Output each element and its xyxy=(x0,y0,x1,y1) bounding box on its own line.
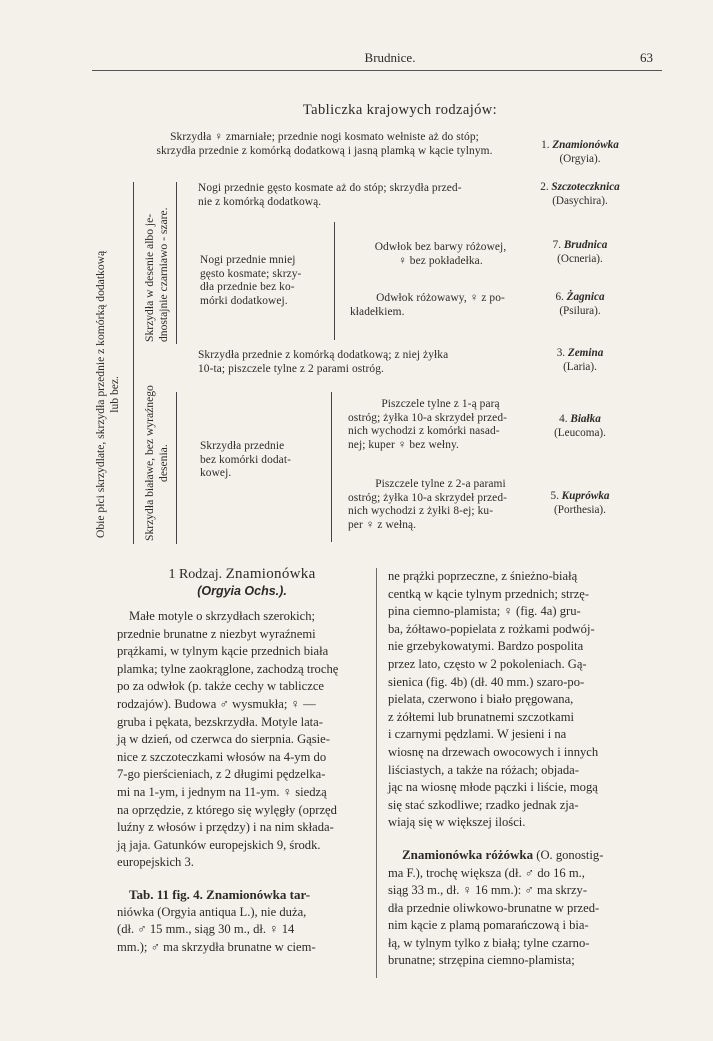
genus-7: 7. Brudnica (Ocneria). xyxy=(552,239,608,265)
key-row-4-text: Piszczele tylne z 1-ą parą ostróg; żyłka 10-a skrzydeł przed- nich wychodzi z komórki nasad- nej; kuper ♀ bez wełny. xyxy=(348,398,508,451)
mid-b-brace xyxy=(331,392,340,542)
genus-heading: 1 Rodzaj. Znamionówka xyxy=(168,566,316,582)
genus-heading-latin: (Orgyia Ochs.). xyxy=(197,584,287,598)
column-divider xyxy=(376,568,377,978)
key-mid-b: Skrzydła przednie bez komórki dodat- kowej. xyxy=(200,440,292,479)
species-antiqua: Tab. 11 fig. 4. Znamionówka tar- niówka (Orgyia antiqua L.), nie duża, (dł. ♂ 15 mm., siąg 30 m., dł. ♀ 14 mm.); ♂ ma skrzydła brunatne w ciem- xyxy=(117,886,316,954)
upper-vertical-label: Skrzydła w desenie albo je- dnostajnie czarniawo - szare. xyxy=(143,207,170,342)
genus-5: 5. Kuprówka (Porthesia). xyxy=(550,490,610,516)
genus-4: 4. Białka (Leucoma). xyxy=(554,413,606,439)
genus-3: 3. Zemina (Laria). xyxy=(556,347,604,373)
key-row-1-text: Skrzydła ♀ zmarniałe; przednie nogi kosmato wełniste aż do stóp; skrzydła przednie z komórką dodatkową i jasną plamką w kącie tylnym. xyxy=(156,131,493,157)
species-antiqua-continued: ne prążki poprzeczne, z śnieżno-białą centką w kącie tylnym przednich; strzę- pina ciemno-plamista; ♀ (fig. 4a) gru- ba, żółtawo-popielata z rożkami podwój- nie grzebykowatymi. Bardzo pospolita przez lato, często w 2 pokoleniach. Gą- sienica (fig. 4b) (dł. 40 mm.) szaro-po- pielata, czerwono i biało pręgowana, z żółtemi lub brunatnemi szczotkami i czarnymi pędzlami. W jesieni i na wiosnę na drzewach owocowych i innych liściastych, a także na różach; objada- jąc na wiosnę młode pączki i liście, mogą się stać szkodliwe; rzadko jednak zja- wiają się w większej ilości. xyxy=(388,569,599,830)
page-number: 63 xyxy=(640,50,653,65)
right-column xyxy=(388,568,642,970)
left-column xyxy=(117,566,367,956)
key-row-7-text: Odwłok bez barwy różowej, ♀ bez pokładełka. xyxy=(374,241,507,267)
upper-brace xyxy=(176,182,185,344)
lower-vertical-label: Skrzydła białawe, bez wyraźnego desenia. xyxy=(143,385,170,541)
genus-description: Małe motyle o skrzydłach szerokich; przednie brunatne z niezbyt wyraźnemi prążkami, w tylnym kącie przednich biała plamka; tylne zaokrąglone, zachodzą trochę po za odwłok (p. także cechy w tabliczce rodzajów). Budowa ♂ wysmukła; ♀ — gruba i pękata, bezskrzydła. Motyle lata- ją w dzień, od czerwca do sierpnia. Gąsie- nice z szczoteczkami włosów na 4-ym do 7-go pierścieniach, z 2 długimi pędzelka- mi na 1-ym, i jednym na 11-ym. ♀ siedzą na oprzędzie, z którego się wylęgły (oprzęd luźny z włosów i przędzy) i na nim składa- ją jaja. Gatunków europejskich 9, środk. europejskich 3. xyxy=(117,609,339,870)
genus-1: 1. Znamionówka (Orgyia). xyxy=(541,139,619,165)
outer-brace xyxy=(133,182,142,544)
genus-2: 2. Szczoteczknica (Dasychira). xyxy=(540,181,620,207)
key-row-3-text: Skrzydła przednie z komórką dodatkową; z niej żyłka 10-ta; piszczele tylne z 2 parami ostróg. xyxy=(198,349,449,375)
genus-6: 6. Żagnica (Psilura). xyxy=(555,291,605,317)
header-rule xyxy=(92,70,662,71)
outer-vertical-label: Obie płci skrzydlate, skrzydła przednie z komórką dodatkową lub bez. xyxy=(94,250,121,538)
table-title: Tabliczka krajowych rodzajów: xyxy=(302,102,498,118)
species-gonostigma: Znamionówka różówka (O. gonostig- ma F.), trochę większa (dł. ♂ do 16 m., siąg 33 m., dł. ♀ 16 mm.): ♂ ma skrzy- dła przednie oliwkowo-brunatne w przed- nim kącie z plamą pomarańczową i bia- łą, w tylnym tylko z białą; tylne czarno- brunatne; strzępina ciemno-plamista; xyxy=(388,846,604,968)
key-row-2-text: Nogi przednie gęsto kosmate aż do stóp; skrzydła przed- nie z komórką dodatkową. xyxy=(198,182,462,208)
mid-a-brace xyxy=(334,222,343,340)
running-title: Brudnice. xyxy=(364,50,416,65)
key-mid-a: Nogi przednie mniej gęsto kosmate; skrzy- dła przednie bez ko- mórki dodatkowej. xyxy=(200,254,302,307)
lower-brace xyxy=(176,392,185,544)
key-row-6-text: Odwłok różowawy, ♀ z po- kładełkiem. xyxy=(350,292,505,318)
key-row-5-text: Piszczele tylne z 2-a parami ostróg; żyłka 10-a skrzydeł przed- nich wychodzi z żyłki 8-ej; ku- per ♀ z wełną. xyxy=(348,478,508,531)
